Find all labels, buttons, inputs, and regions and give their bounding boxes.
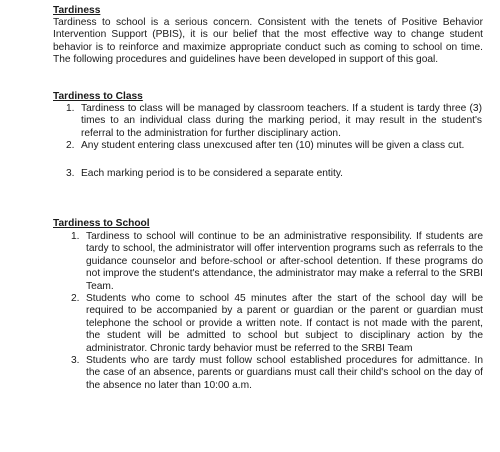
list-item-text: Students who are tardy must follow school established procedures for admittance. In the case of an absence, parents or guardians must call their child's school on the day of the absence no later than 10:00 a.m.	[86, 355, 483, 391]
tardiness-section	[53, 5, 483, 67]
tardiness-heading: Tardiness	[53, 5, 101, 16]
list-item-text: Tardiness to school will continue to be an administrative responsibility. If students are tardy to school, the administrator will offer intervention programs such as referrals to the guidance counselor and before-school or after-school detention. If these programs do not improve the student's attendance, the administrator may make a referral to the SRBI Team.	[86, 231, 483, 292]
list-item-number: 2.	[71, 293, 80, 305]
list-item-text: Tardiness to class will be managed by classroom teachers. If a student is tardy three (3) times to an individual class during the marking period, it may result in the student's referral to the administration for further disciplinary action.	[81, 103, 482, 139]
list-item	[71, 293, 483, 355]
list-item-number: 2.	[66, 140, 75, 152]
list-item-number: 3.	[66, 167, 75, 179]
list-item-text: Each marking period is to be considered a separate entity.	[81, 167, 344, 179]
list-item	[66, 103, 482, 140]
tardiness-to-class-heading: Tardiness to Class	[53, 91, 143, 102]
tardiness-paragraph: Tardiness to school is a serious concern. Consistent with the tenets of Positive Behavior Intervention Support (PBIS), it is our belief that the most effective way to change student behavior is to reinforce and maximize appropriate conduct such as coming to school on time. The following procedures and guidelines have been developed in support of this goal.	[53, 17, 483, 66]
list-item-number: 3.	[71, 355, 80, 367]
tardiness-to-school-list	[71, 231, 483, 392]
list-item	[71, 355, 483, 392]
tardiness-to-class-list	[66, 103, 482, 180]
list-item-number: 1.	[66, 103, 75, 114]
tardiness-to-school-heading: Tardiness to School	[53, 218, 150, 229]
list-item-number: 1.	[71, 231, 80, 242]
list-item-text: Any student entering class unexcused after ten (10) minutes will be given a class cut.	[81, 140, 465, 152]
tardiness-to-class-section	[53, 91, 483, 179]
list-item	[66, 140, 482, 152]
list-item	[71, 231, 483, 293]
tardiness-to-school-section	[53, 218, 483, 391]
list-item	[66, 167, 482, 180]
list-item-text: Students who come to school 45 minutes after the start of the school day will be required to be accompanied by a parent or guardian or the parent or guardian must telephone the school or provide a written note. If contact is not made with the parent, the student will be admitted to school but subject to disciplinary action by the administrator. Chronic tardy behavior must be referred to the SRBI Team	[86, 293, 483, 354]
